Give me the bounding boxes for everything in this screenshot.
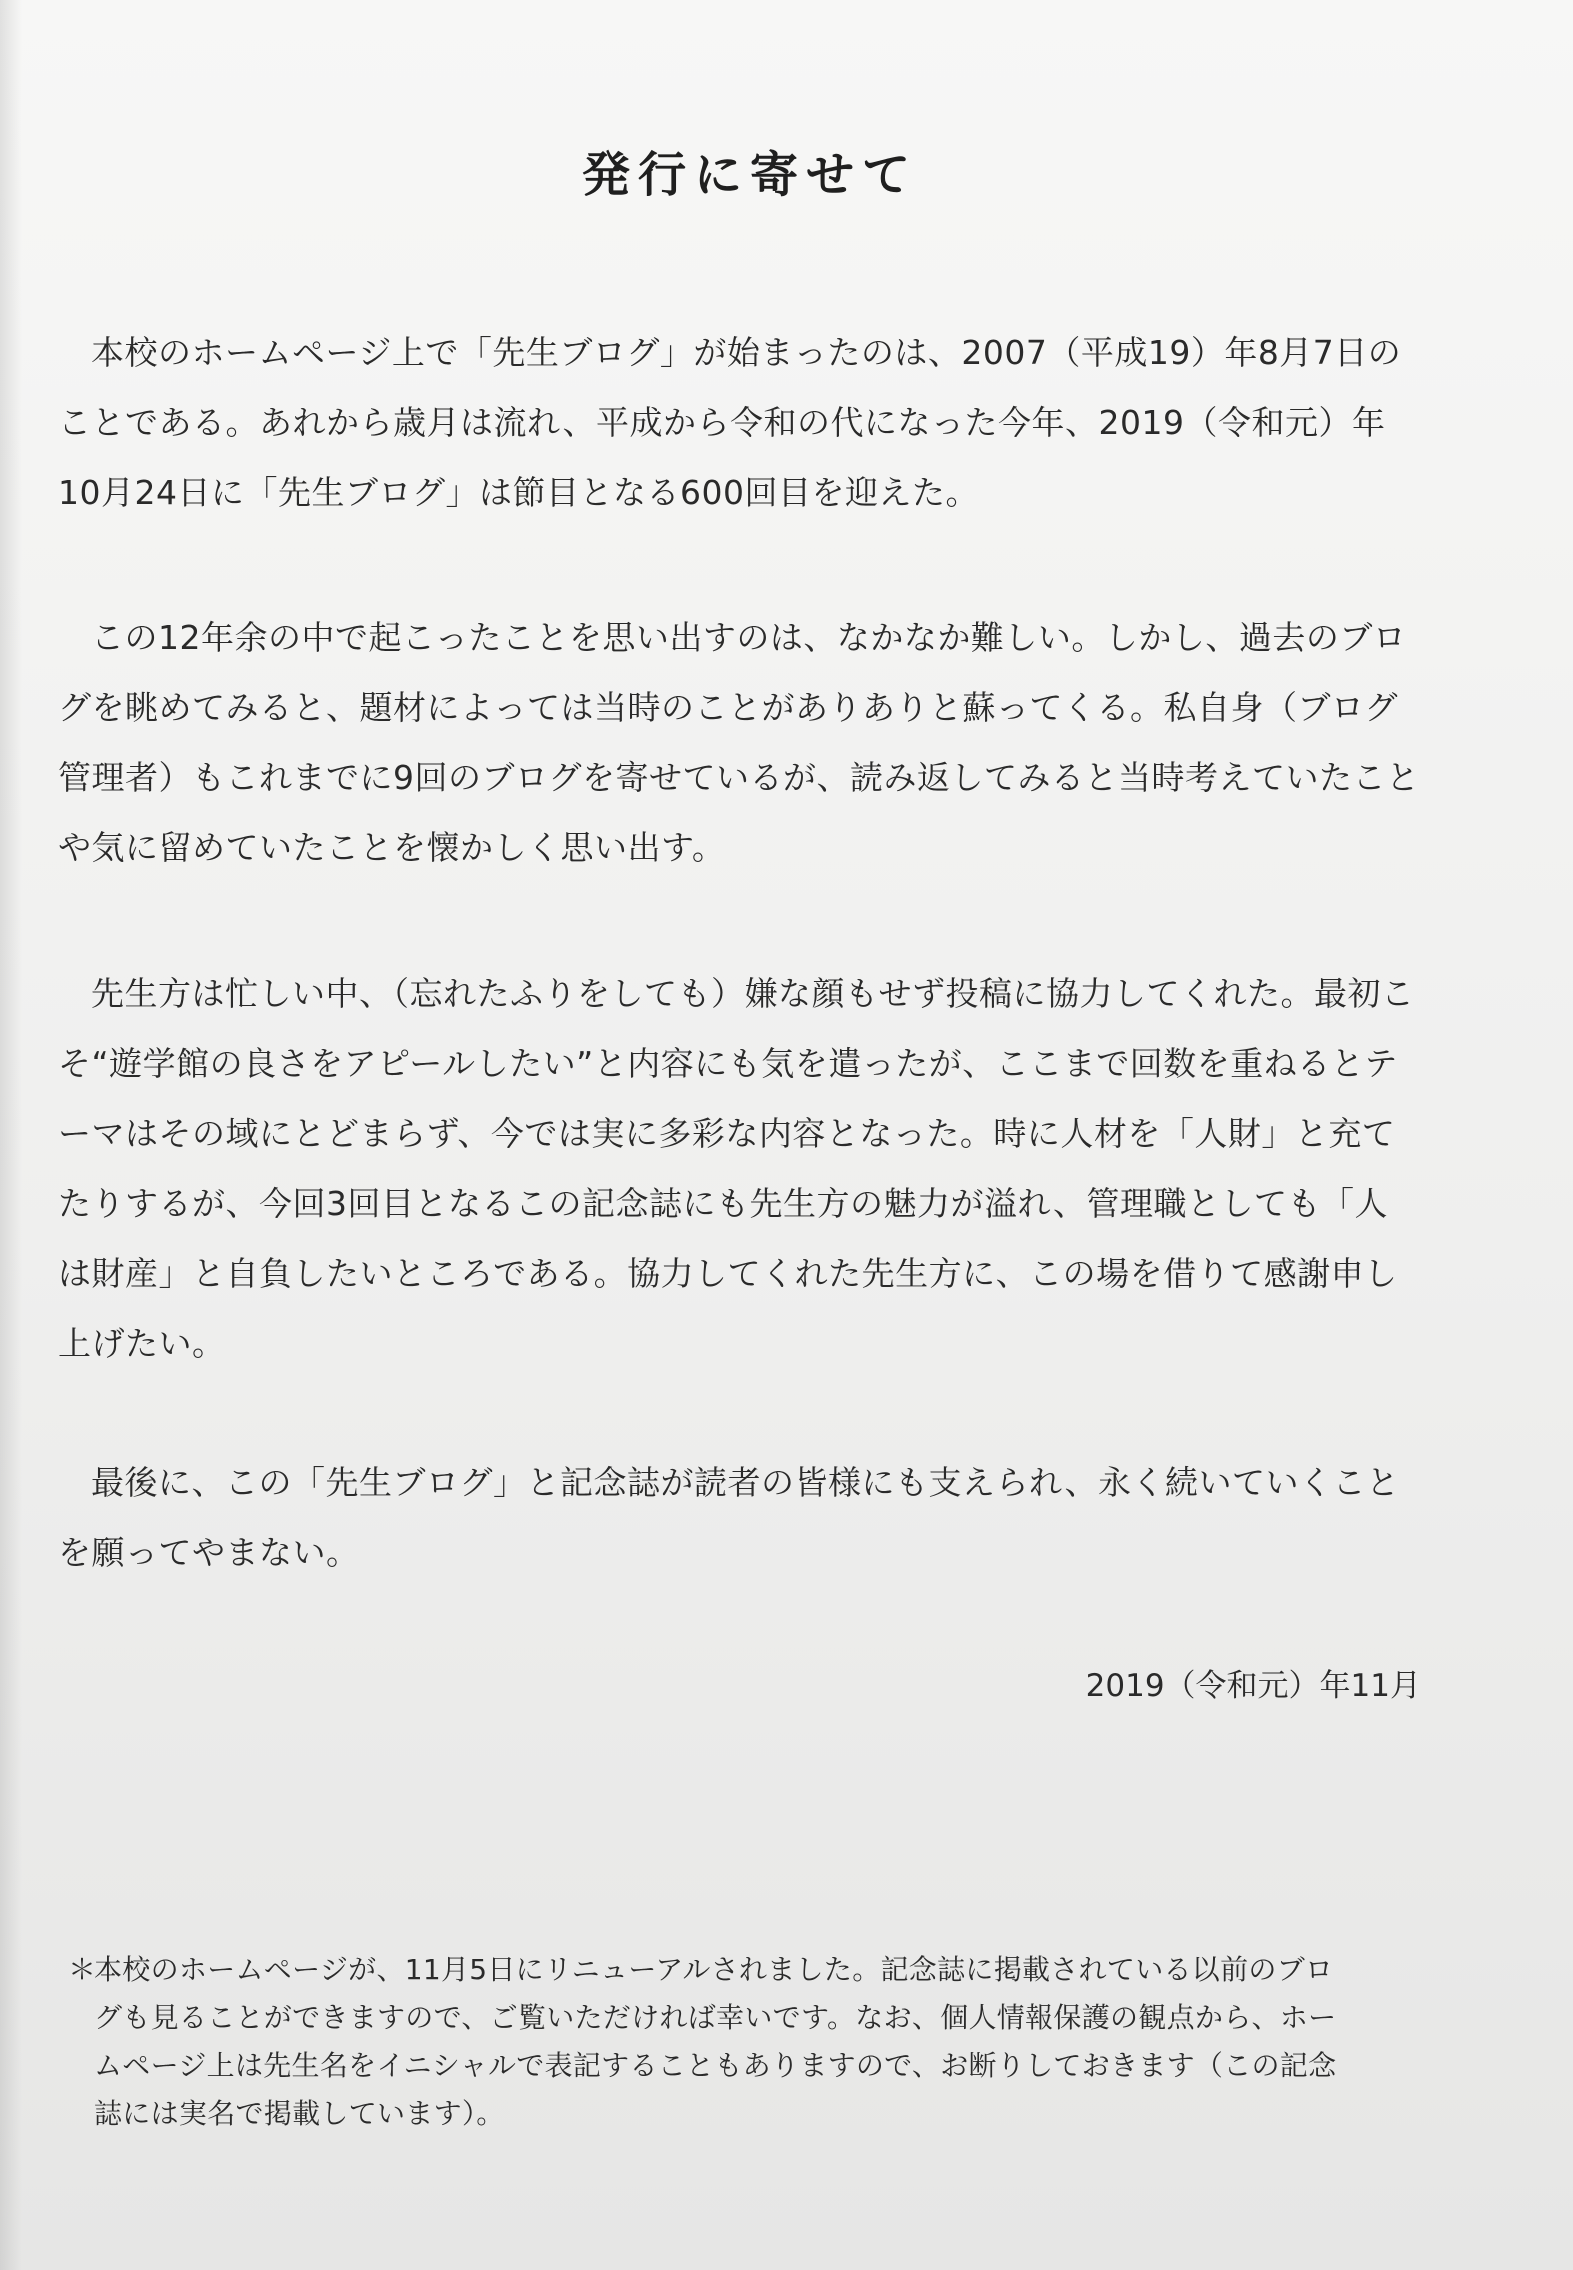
paragraph-4: 最後に、この「先生ブログ」と記念誌が読者の皆様にも支えられ、永く続いていくことを願ってやまない。	[58, 1463, 1400, 1572]
document-date: 2019（令和元）年11月	[1085, 1668, 1421, 1704]
document-title: 発行に寄せて	[581, 147, 918, 203]
paragraph-3: 先生方は忙しい中、（忘れたふりをしても）嫌な顔もせず投稿に協力してくれた。最初こそ“遊学館の良さをアピールしたい”と内容にも気を遣ったが、ここまで回数を重ねるとテーマはその域にとどまらず、今では実に多彩な内容となった。時に人材を「人財」と充てたりするが、今回3回目となるこの記念誌にも先生方の魅力が溢れ、管理職としても「人は財産」と自負したいところである。協力してくれた先生方に、この場を借りて感謝申し上げたい。	[58, 974, 1415, 1363]
footnote-text: 本校のホームページが、11月5日にリニューアルされました。記念誌に掲載されている以前のブログも見ることができますので、ご覧いただければ幸いです。なお、個人情報保護の観点から、ホームページ上は先生名をイニシャルで表記することもありますので、お断りしておきます（この記念誌には実名で掲載しています）。	[94, 1953, 1337, 2130]
paragraph-2: この12年余の中で起こったことを思い出すのは、なかなか難しい。しかし、過去のブログを眺めてみると、題材によっては当時のことがありありと蘇ってくる。私自身（ブログ管理者）もこれまでに9回のブログを寄せているが、読み返してみると当時考えていたことや気に留めていたことを懐かしく思い出す。	[58, 618, 1420, 867]
footnote-asterisk: ＊	[68, 1953, 97, 1986]
paragraph-1: 本校のホームページ上で「先生ブログ」が始まったのは、2007（平成19）年8月7日のことである。あれから歳月は流れ、平成から令和の代になった今年、2019（令和元）年10月24日に「先生ブログ」は節目となる600回目を迎えた。	[58, 333, 1402, 512]
footnote	[68, 1946, 1348, 2138]
page-edge-shadow	[0, 0, 22, 2270]
